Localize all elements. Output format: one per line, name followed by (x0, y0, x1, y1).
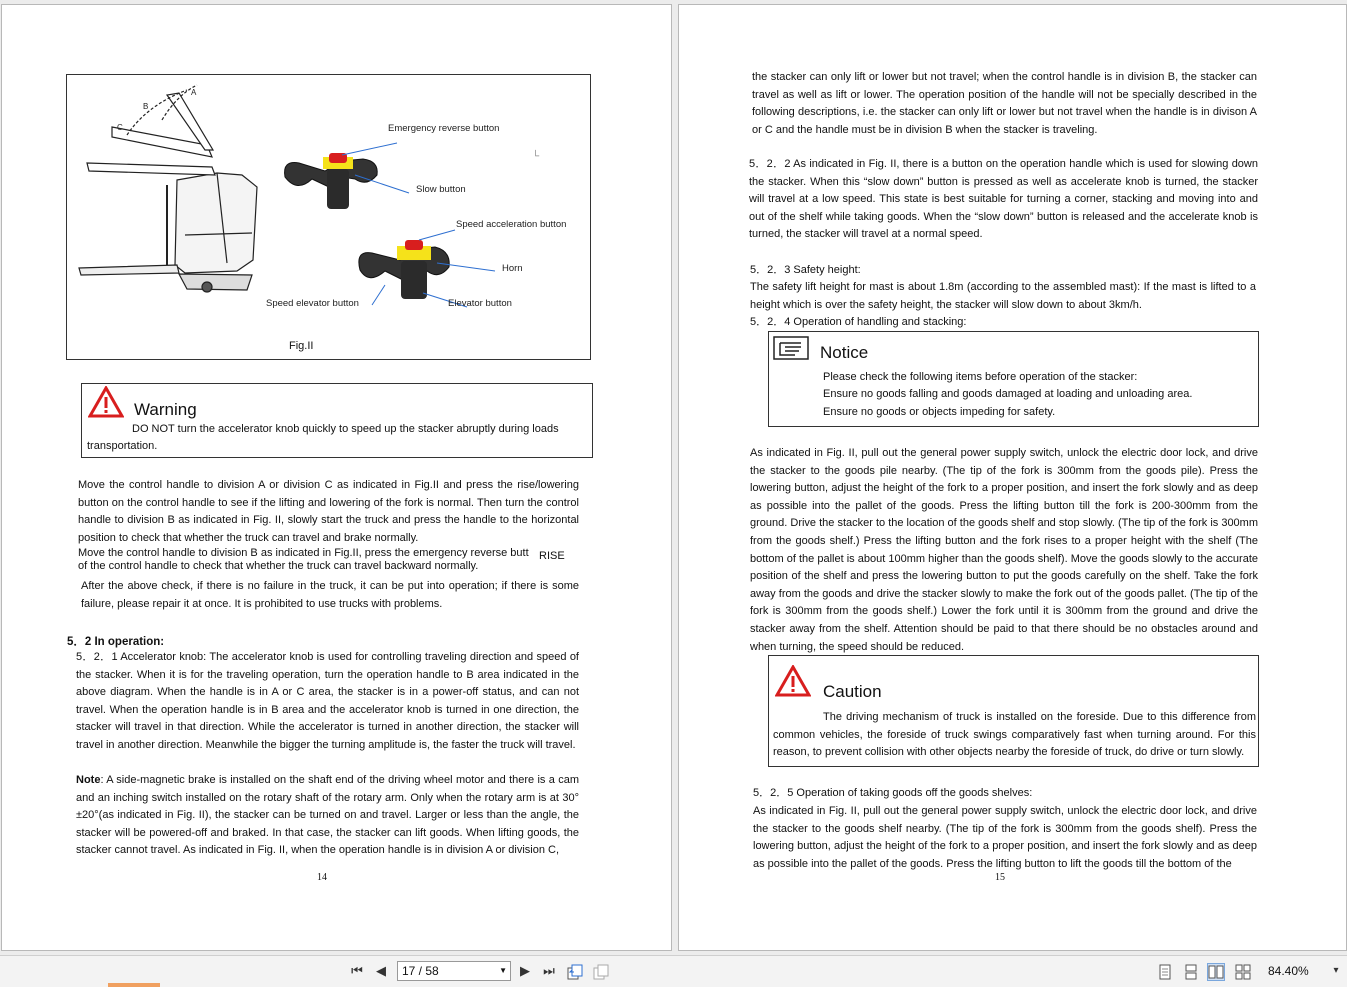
warning-triangle-icon (88, 386, 124, 418)
navigation-toolbar (0, 955, 1347, 987)
notice-item-3: Ensure no goods or objects impeding for safety. (823, 406, 1056, 418)
facing-view-icon[interactable] (1208, 964, 1224, 980)
previous-page-icon[interactable]: ◀ (376, 963, 386, 978)
caution-box (768, 655, 1259, 767)
document-page-left (1, 4, 672, 951)
single-page-view-icon[interactable] (1157, 964, 1173, 980)
stacker-handle-illustration (67, 75, 590, 359)
taking-goods-heading: 5．2．5 Operation of taking goods off the goods shelves: (753, 787, 1033, 799)
document-page-right (678, 4, 1347, 951)
angle-label-c: C (117, 123, 123, 132)
handling-stacking-heading: 5．2．4 Operation of handling and stacking: (750, 316, 967, 328)
check-paragraph-2-line-2: of the control handle to check that whether the truck can travel backward normally. (78, 560, 479, 572)
next-view-icon[interactable] (593, 964, 609, 980)
handling-stacking-paragraph: As indicated in Fig. II, pull out the general power supply switch, unlock the electric door lock, and drive the stacker to the goods pile nearby. (The tip of the fork is 300mm from the goods pile). Press the lowering button, adjust the height of the fork to a proper position, and insert the fork slowly and as deep as possible into the pallet of the goods. Press the lifting button till the fork is 200-300mm from the ground. Drive the stacker to the location of the goods shelf and stop slowly. (The tip of the fork is 300mm from the goods shelf.) Press the lifting button and the fork rises to a proper height with the shelf (The bottom of the pallet is about 100mm higher than the goods shelf). Move the goods slowly to the accurate position of the shelf and press the lowering button to put the goods carefully on the shelf. Take the fork away from the goods and drive the stacker slowly to make the fork out of the goods pallet. (The tip of the fork is 300mm from the goods shelf.) Lower the fork until it is 300mm from the ground and drive the stacker away from the shelf. Attention should be paid to that there should be no obstacles around and when turning, the speed should be reduced. (750, 447, 1258, 653)
zoom-level[interactable]: 84.40% (1268, 964, 1309, 978)
first-page-icon[interactable]: ⏮ (351, 963, 363, 978)
slow-down-paragraph: 5．2．2 As indicated in Fig. II, there is a button on the operation handle which is used for slowing down the stacker. When this “slow down” button is pressed as well as accelerate knob is turned, the stacker will travel at a low speed. This state is best suitable for turning a corner, stacking and moving into and out of the shelf while taking goods. When the “slow down” button is released and the accelerate knob is turned, the stacker will travel at a normal speed. (749, 158, 1258, 241)
check-paragraph-3: After the above check, if there is no failure in the truck, it can be put into operation; if there is some failure, please repair it at once. It is prohibited to use trucks with problems. (81, 580, 579, 610)
page-indicator-text: 17 / 58 (402, 964, 439, 978)
last-page-icon[interactable]: ⏭ (543, 963, 555, 978)
continuous-facing-view-icon[interactable] (1235, 964, 1251, 980)
angle-label-b: B (143, 102, 149, 111)
zoom-dropdown-icon[interactable]: ▾ (1333, 965, 1339, 976)
check-paragraph-2-rise: RISE (539, 550, 565, 562)
previous-view-icon[interactable] (567, 964, 583, 980)
slow-button-label: Slow button (416, 184, 466, 195)
svg-text:└: └ (532, 151, 540, 162)
caution-title: Caution (823, 682, 882, 701)
safety-height-paragraph: The safety lift height for mast is about 1.8m (according to the assembled mast): If the mast is lifted to a height which is over the safety height, the stacker will slow down to about 3km/h. (750, 281, 1256, 311)
figure-caption: Fig.II (289, 340, 314, 352)
angle-label-a: A (191, 88, 197, 97)
continuous-view-icon[interactable] (1183, 964, 1199, 980)
emergency-reverse-label: Emergency reverse button (388, 123, 500, 134)
section-heading-in-operation: 5．2 In operation: (67, 636, 165, 648)
check-paragraph-2-line-1: Move the control handle to division B as indicated in Fig.II, press the emergency reverse butt (78, 547, 529, 559)
speed-elevator-label: Speed elevator button (266, 298, 359, 309)
taking-goods-paragraph: As indicated in Fig. II, pull out the general power supply switch, unlock the electric door lock, and drive the stacker to the goods shelf nearby. (The tip of the fork is 300mm from the goods shelf). Press the lowering button, adjust the height of the fork to a proper position, and insert the fork slowly and as deep as possible into the pallet of the goods. Press the lifting button to lift the goods till the bottom of the (753, 805, 1257, 870)
figure-frame (66, 74, 591, 360)
note-paragraph (76, 772, 579, 860)
accelerator-knob-paragraph: 5．2．1 Accelerator knob: The accelerator knob is used for controlling traveling direction and speed of the stacker. When it is for the traveling operation, turn the operation handle to B area indicated in the above diagram. When the handle is in A or C area, the stacker is in a power-off status, and can not travel. When the operation handle is in B area and the accelerator knob is turned in one direction, the stacker will travel in that direction. While the accelerator is turned in another direction, the stacker will travel in another direction. Meanwhile the bigger the turning amplitude is, the faster the truck will travel. (76, 651, 579, 751)
horn-label: Horn (502, 263, 523, 274)
safety-height-heading: 5．2．3 Safety height: (750, 264, 861, 276)
page-number-right: 15 (995, 872, 1005, 883)
page-number-left: 14 (317, 872, 327, 883)
load-progress-indicator (108, 983, 160, 987)
caution-triangle-icon (775, 665, 811, 697)
page-number-input[interactable] (397, 961, 511, 981)
handle-division-paragraph: the stacker can only lift or lower but not travel; when the control handle is in division B, the stacker can travel as well as lift or lower. The operation position of the handle will not be specially described in the following descriptions, i.e. the stacker can only lift or lower but not travel when the handle is in divison A or C and the handle must be in division B when the stacker is traveling. (752, 71, 1257, 136)
warning-text-continued: transportation. (87, 440, 158, 452)
warning-box (81, 383, 593, 458)
elevator-label: Elevator button (448, 298, 512, 309)
notice-item-1: Please check the following items before operation of the stacker: (823, 371, 1138, 383)
note-text: : A side-magnetic brake is installed on the shaft end of the driving wheel motor and there is a cam and an inching switch installed on the rotary shaft of the rotary arm. Only when the rotary arm is at 30°±20°(as indicated in Fig. II), the stacker can be turned on and travel. Larger or less than the angle, the stacker will be powered-off and braked. In that case, the stacker can lift goods. When lifting goods, the stacker cannot travel. As indicated in Fig. II, when the operation handle is in division A or division C, (76, 774, 579, 857)
note-label: Note (76, 774, 101, 786)
warning-text: DO NOT turn the accelerator knob quickly to speed up the stacker abruptly during loads (132, 423, 559, 435)
notice-item-2: Ensure no goods falling and goods damaged at loading and unloading area. (823, 388, 1193, 400)
warning-title: Warning (134, 400, 197, 419)
page-dropdown-icon[interactable]: ▼ (499, 966, 507, 975)
pointing-hand-icon (773, 336, 809, 360)
notice-title: Notice (820, 343, 869, 362)
caution-text: The driving mechanism of truck is installed on the foreside. Due to this difference from common vehicles, the foreside of truck swings comparatively fast when turning around. For this reason, to prevent collision with other objects nearby the foreside of truck, do drive or turn slowly. (773, 711, 1256, 759)
check-paragraph-1: Move the control handle to division A or division C as indicated in Fig.II and press the rise/lowering button on the control handle to see if the lifting and lowering of the fork is normal. Then turn the control handle to division B as indicated in Fig. II, slowly start the truck and press the handle to the horizontal position to check that whether the truck can travel and brake normally. (78, 479, 579, 544)
next-page-icon[interactable]: ▶ (520, 963, 530, 978)
notice-box (768, 331, 1259, 427)
speed-acceleration-label: Speed acceleration button (456, 219, 567, 230)
